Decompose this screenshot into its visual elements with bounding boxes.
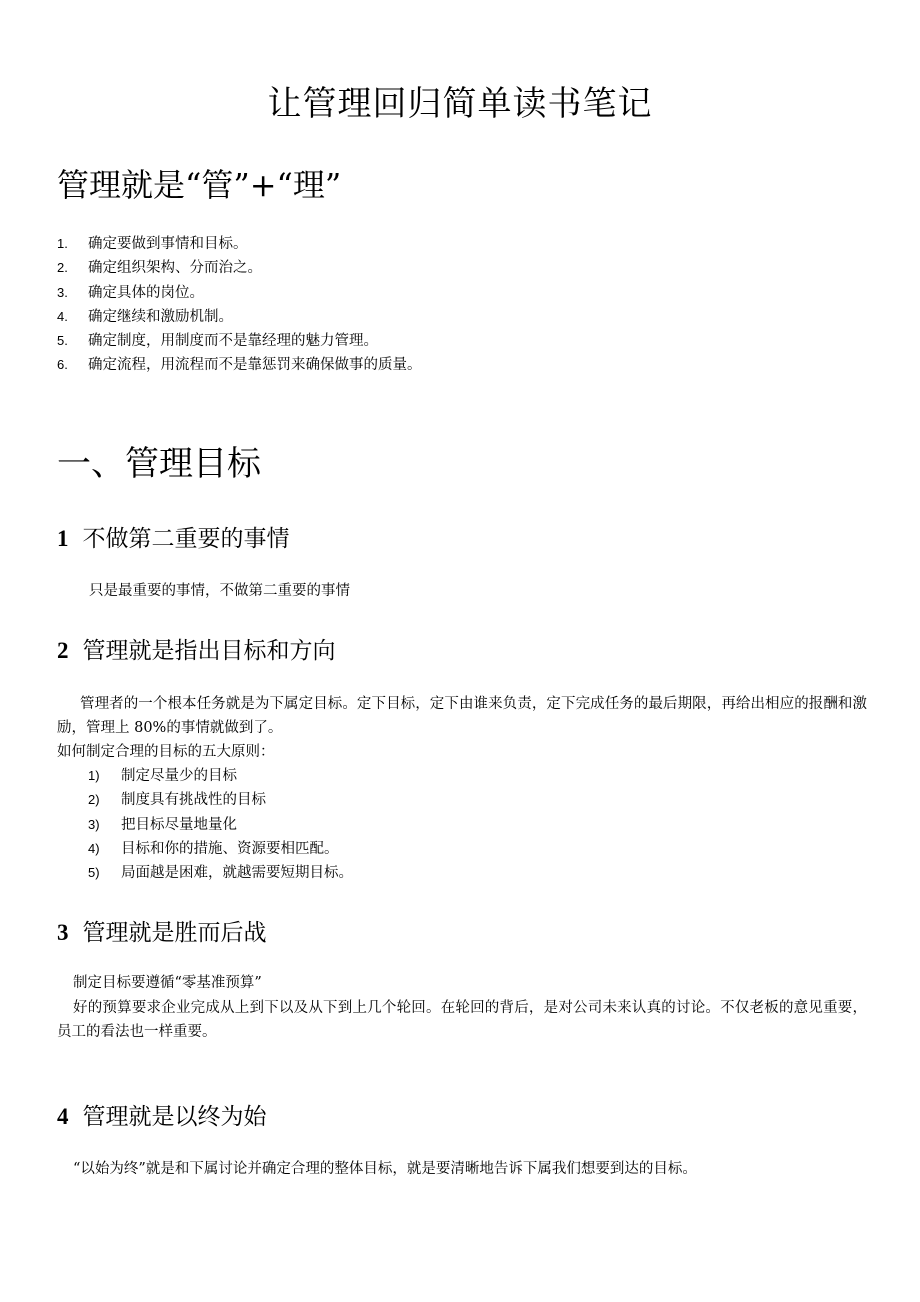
list-item <box>57 329 422 353</box>
subsection-number: 1 <box>57 526 69 551</box>
list-number: 1) <box>88 768 100 783</box>
list-number: 2) <box>88 792 100 808</box>
paragraph: 管理者的一个根本任务就是为下属定目标。定下目标，定下由谁来负责，定下完成任务的最后期限，再给出相应的报酬和激励，管理上 80%的事情就做到了。 <box>57 696 867 737</box>
list-item <box>88 764 353 788</box>
intro-heading: 管理就是“管”+“理” <box>57 166 342 204</box>
subsection-title: 管理就是以终为始 <box>82 1104 267 1130</box>
list-item <box>57 305 422 329</box>
subsection-title: 管理就是指出目标和方向 <box>82 638 336 664</box>
list-item <box>57 281 422 305</box>
list-item <box>88 837 353 861</box>
paragraph: “以始为终”就是和下属讨论并确定合理的整体目标，就是要清晰地告诉下属我们想要到达的目标。 <box>73 1161 697 1177</box>
subsection-heading-4 <box>57 1098 267 1131</box>
list-item <box>88 788 353 812</box>
subsection-title: 不做第二重要的事情 <box>82 526 290 552</box>
list-number: 6. <box>57 357 68 373</box>
list-text: 确定制度，用制度而不是靠经理的魅力管理。 <box>88 333 378 350</box>
paragraph-lead: 如何制定合理的目标的五大原则： <box>57 744 275 760</box>
subsection-number: 3 <box>57 920 69 945</box>
list-number: 3. <box>57 284 68 300</box>
list-number: 4) <box>88 840 100 856</box>
subsection-number: 4 <box>57 1104 69 1129</box>
paragraph: 制定目标要遵循“零基准预算” <box>73 975 262 991</box>
list-text: 制度具有挑战性的目标 <box>121 792 266 809</box>
list-number: 5. <box>57 333 68 349</box>
list-item <box>57 256 422 280</box>
list-item <box>88 861 353 885</box>
list-number: 5) <box>88 865 100 881</box>
list-text: 确定继续和激励机制。 <box>88 308 233 325</box>
list-text: 目标和你的措施、资源要相匹配。 <box>121 840 339 857</box>
subsection-heading-3 <box>57 914 267 947</box>
subsection-heading-1 <box>57 520 290 553</box>
subsection-heading-2 <box>57 632 336 665</box>
list-item <box>57 353 422 377</box>
list-text: 制定尽量少的目标 <box>121 768 237 784</box>
list-text: 确定要做到事情和目标。 <box>88 236 248 252</box>
list-number: 2. <box>57 260 68 276</box>
subsection-number: 2 <box>57 638 69 663</box>
paragraph: 只是最重要的事情，不做第二重要的事情 <box>89 583 350 599</box>
intro-list <box>57 232 422 378</box>
list-number: 1. <box>57 236 68 251</box>
list-number: 4. <box>57 308 68 324</box>
paragraph: 好的预算要求企业完成从上到下以及从下到上几个轮回。在轮回的背后，是对公司未来认真的讨论。不仅老板的意见重要，员工的看法也一样重要。 <box>57 1000 867 1041</box>
list-number: 3) <box>88 816 100 832</box>
subsection-title: 管理就是胜而后战 <box>82 920 267 946</box>
list-text: 局面越是困难，就越需要短期目标。 <box>121 865 353 882</box>
section-heading: 一、管理目标 <box>57 444 261 484</box>
list-text: 确定组织架构、分而治之。 <box>88 260 262 277</box>
list-text: 把目标尽量地量化 <box>121 816 237 833</box>
principles-list <box>88 764 353 885</box>
list-text: 确定流程，用流程而不是靠惩罚来确保做事的质量。 <box>88 357 422 374</box>
document-title: 让管理回归简单读书笔记 <box>267 84 653 124</box>
list-text: 确定具体的岗位。 <box>88 284 204 301</box>
list-item <box>57 232 422 256</box>
list-item <box>88 813 353 837</box>
